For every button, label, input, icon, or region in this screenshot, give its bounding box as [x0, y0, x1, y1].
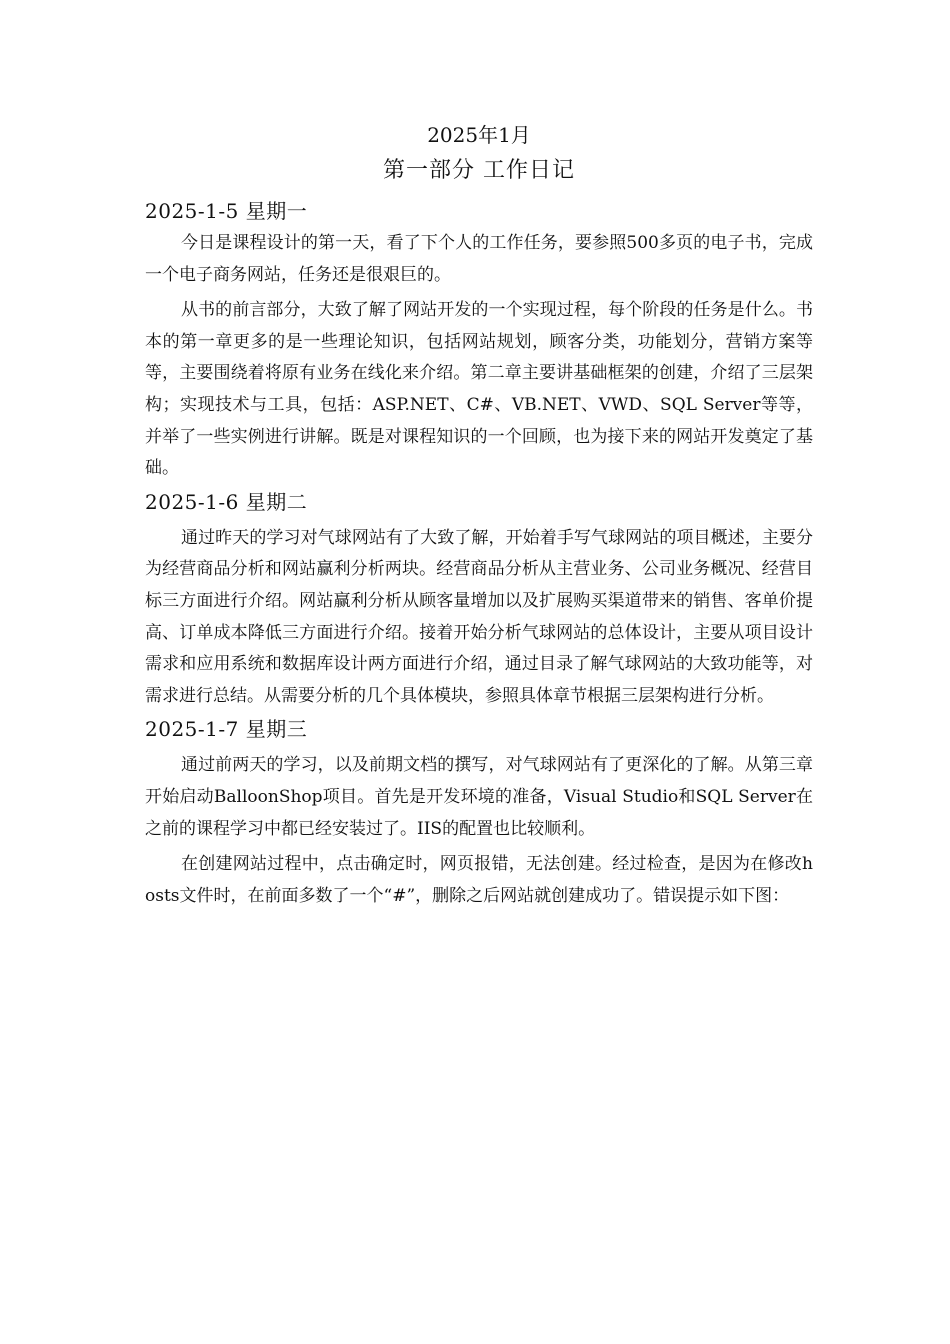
diary-entry [145, 712, 813, 912]
diary-entry [145, 485, 813, 713]
part-title: 第一部分 工作日记 [383, 158, 575, 183]
entry-date: 2025-1-5 星期一 [145, 199, 308, 223]
entry-date: 2025-1-6 星期二 [145, 489, 308, 514]
entry-date: 2025-1-7 星期三 [145, 717, 308, 742]
entry-paragraph: 在创建网站过程中，点击确定时，网页报错，无法创建。经过检查，是因为在修改hosts文件时，在前面多数了一个“#”，删除之后网站就创建成功了。错误提示如下图： [145, 854, 813, 906]
document-month: 2025年1月 [427, 123, 531, 147]
document-content [145, 118, 813, 912]
entry-paragraph: 从书的前言部分，大致了解了网站开发的一个实现过程，每个阶段的任务是什么。书本的第一章更多的是一些理论知识，包括网站规划，顾客分类，功能划分，营销方案等等，主要围绕着将原有业务在线化来介绍。第二章主要讲基础框架的创建，介绍了三层架构；实现技术与工具，包括：ASP.NET、C#、VB.NET、VWD、SQL Server等等，并举了一些实例进行讲解。既是对课程知识的一个回顾，也为接下来的网站开发奠定了基础。 [145, 300, 813, 479]
entry-paragraph: 通过前两天的学习，以及前期文档的撰写，对气球网站有了更深化的了解。从第三章开始启动BalloonShop项目。首先是开发环境的准备，Visual Studio和SQL Server在之前的课程学习中都已经安装过了。IIS的配置也比较顺利。 [145, 755, 813, 839]
entry-paragraph: 通过昨天的学习对气球网站有了大致了解，开始着手写气球网站的项目概述，主要分为经营商品分析和网站赢利分析两块。经营商品分析从主营业务、公司业务概况、经营目标三方面进行介绍。网站赢利分析从顾客量增加以及扩展购买渠道带来的销售、客单价提高、订单成本降低三方面进行介绍。接着开始分析气球网站的总体设计，主要从项目设计需求和应用系统和数据库设计两方面进行介绍，通过目录了解气球网站的大致功能等，对需求进行总结。从需要分析的几个具体模块，参照具体章节根据三层架构进行分析。 [145, 527, 813, 706]
entry-paragraph: 今日是课程设计的第一天，看了下个人的工作任务，要参照500多页的电子书，完成一个电子商务网站，任务还是很艰巨的。 [145, 233, 813, 285]
diary-entry [145, 194, 813, 485]
